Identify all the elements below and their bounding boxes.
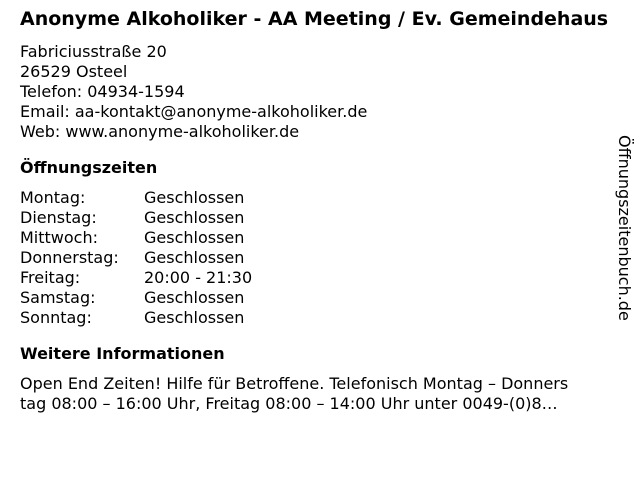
hours-row-tuesday — [20, 208, 618, 228]
hours-row-friday — [20, 268, 618, 288]
hours-time: Geschlossen — [144, 288, 245, 307]
hours-table — [20, 188, 618, 328]
email: Email: aa-kontakt@anonyme-alkoholiker.de — [20, 102, 368, 121]
hours-row-saturday — [20, 288, 618, 308]
site-watermark: Öffnungszeitenbuch.de — [615, 135, 634, 321]
hours-time: Geschlossen — [144, 188, 245, 207]
hours-day: Dienstag: — [20, 208, 97, 227]
hours-day: Samstag: — [20, 288, 96, 307]
hours-time: Geschlossen — [144, 228, 245, 247]
hours-time: Geschlossen — [144, 248, 245, 267]
hours-row-sunday — [20, 308, 618, 328]
listing-card — [20, 8, 618, 414]
hours-day: Sonntag: — [20, 308, 92, 327]
address-block — [20, 42, 618, 142]
street: Fabriciusstraße 20 — [20, 42, 167, 61]
info-line: tag 08:00 – 16:00 Uhr, Freitag 08:00 – 14:00 Uhr unter 0049-(0)8… — [20, 394, 558, 413]
hours-time: Geschlossen — [144, 208, 245, 227]
hours-day: Donnerstag: — [20, 248, 119, 267]
web: Web: www.anonyme-alkoholiker.de — [20, 122, 300, 141]
info-heading: Weitere Informationen — [20, 344, 225, 363]
hours-row-monday — [20, 188, 618, 208]
hours-row-wednesday — [20, 228, 618, 248]
hours-time: Geschlossen — [144, 308, 245, 327]
hours-heading: Öffnungszeiten — [20, 158, 158, 177]
info-text — [20, 374, 618, 414]
hours-day: Mittwoch: — [20, 228, 98, 247]
hours-time: 20:00 - 21:30 — [144, 268, 253, 287]
info-line: Open End Zeiten! Hilfe für Betroffene. Telefonisch Montag – Donners — [20, 374, 569, 393]
page-title: Anonyme Alkoholiker - AA Meeting / Ev. Gemeindehaus — [20, 8, 609, 30]
hours-day: Montag: — [20, 188, 86, 207]
hours-row-thursday — [20, 248, 618, 268]
hours-day: Freitag: — [20, 268, 81, 287]
phone: Telefon: 04934-1594 — [20, 82, 185, 101]
city: 26529 Osteel — [20, 62, 128, 81]
